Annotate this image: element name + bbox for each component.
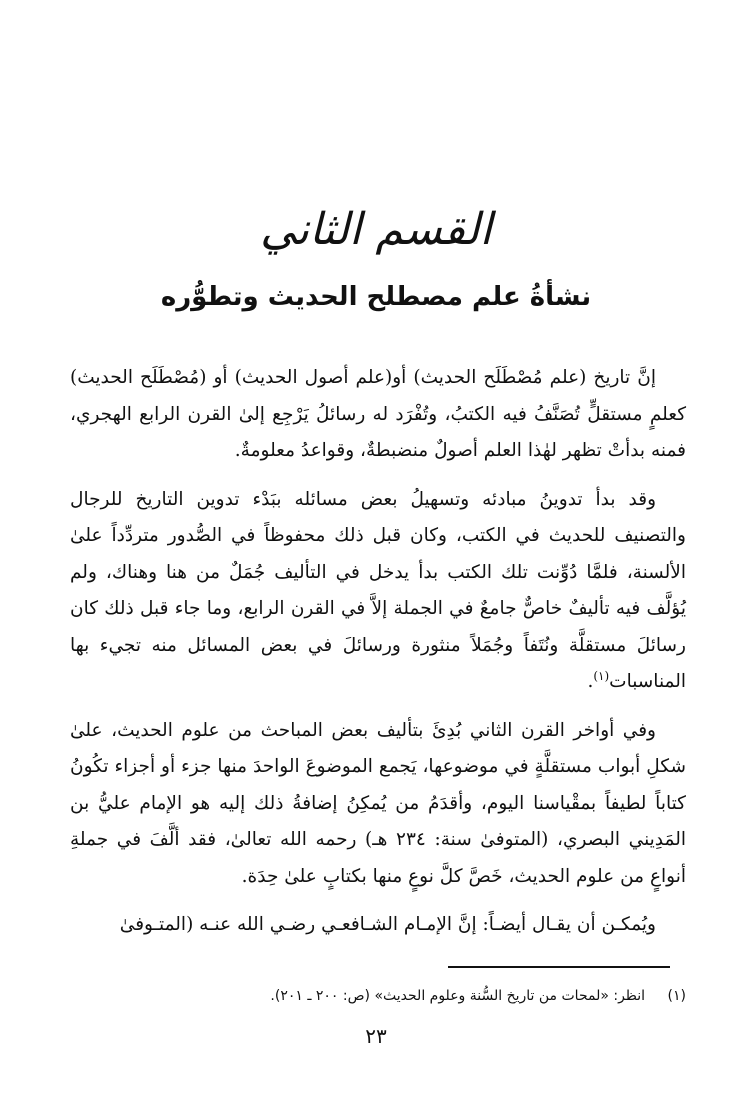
section-title: القسم الثاني xyxy=(260,204,492,255)
paragraph-2-text: وقد بدأ تدوينُ مبادئه وتسهيلُ بعض مسائله ببَدْء تدوين التاريخ للرجال والتصنيف للحديث في الكتب، وكان قبل ذلك محفوظاً في الصُّدور متردِّداً علىٰ الألسنة، فلمَّا دُوِّنت تلك الكتب بدأ يدخل في التأليف جُمَلٌ من هنا وهناك، ولم يُؤلَّف فيه تأليفٌ خاصٌّ جامعٌ في الجملة إلاَّ في القرن الرابع، وما جاء قبل ذلك كان رسائلَ مستقلَّة ونُتَفاً وجُمَلاً منثورة ورسائلَ في بعض المسائل منه تجيء بها المناسبات xyxy=(70,488,686,692)
page-number: ٢٣ xyxy=(365,1024,387,1048)
footnote-number: (١) xyxy=(667,988,686,1004)
paragraph-3: وفي أواخر القرن الثاني بُدِئَ بتأليف بعض المباحث من علوم الحديث، علىٰ شكلِ أبواب مستقلَّةٍ في موضوعها، يَجمع الموضوعَ الواحدَ منها جزء أو أجزاء تكُونُ كتاباً لطيفاً بمقْياسنا اليوم، وأقدَمُ من يُمكِنُ إضافةُ ذلك إليه هو الإمام عليُّ بن المَدِيني البصري، (المتوفىٰ سنة: ٢٣٤ هـ) رحمه الله تعالىٰ، فقد ألَّفَ في جملةِ أنواعٍ من علوم الحديث، خَصَّ كلَّ نوعٍ منها بكتابٍ علىٰ حِدَة. xyxy=(70,719,686,887)
paragraph-1: إنَّ تاريخ (علم مُصْطَلَح الحديث) أو(علم أصول الحديث) أو (مُصْطَلَح الحديث) كعلمٍ مستقلٍّ تُصَنَّفُ فيه الكتبُ، وتُفْرَد له رسائلُ يَرْجِع إلىٰ القرن الرابع الهجري، فمنه بدأتْ تظهر لهٰذا العلم أصولٌ منضبطةٌ، وقواعدُ معلومةٌ. xyxy=(70,367,686,461)
body-text xyxy=(70,360,686,944)
paragraph-4: ويُمكـن أن يقـال أيضـاً: إنَّ الإمـام الشـافعـي رضـي الله عنـه (المتـوفىٰ xyxy=(119,914,656,935)
paragraph-2-end: . xyxy=(587,671,594,692)
footnote-reference: (١) xyxy=(593,668,610,683)
footnote-text: انظر: «لمحات من تاريخ السُّنة وعلوم الحديث» (ص: ٢٠٠ ـ ٢٠١). xyxy=(270,988,646,1004)
paragraph-2 xyxy=(70,482,686,701)
chapter-title: نشأةُ علم مصطلح الحديث وتطوُّره xyxy=(160,282,592,312)
footnote-separator xyxy=(448,966,670,968)
footnote xyxy=(70,986,686,1006)
